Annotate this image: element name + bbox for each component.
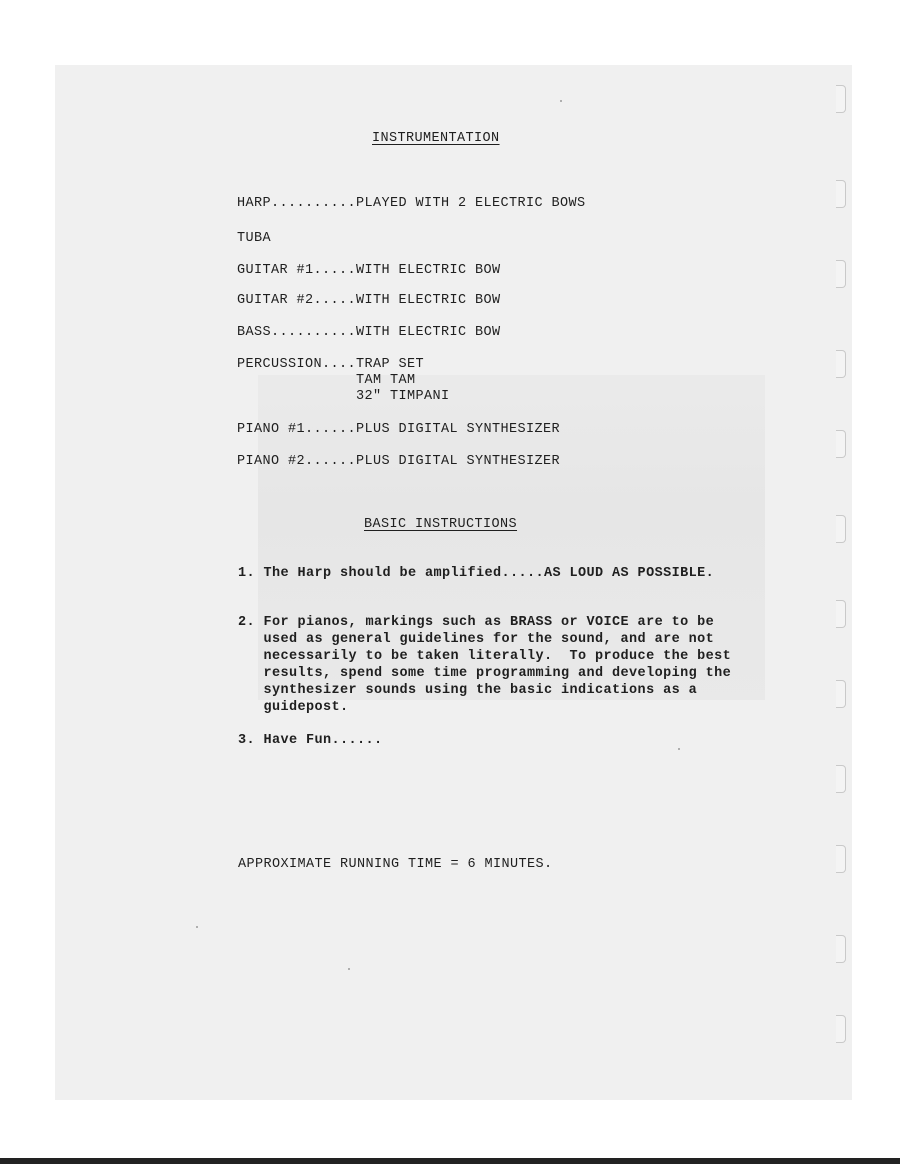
- instrument-line-piano-2: PIANO #2......PLUS DIGITAL SYNTHESIZER: [237, 454, 561, 469]
- paper-speck: [560, 100, 562, 102]
- basic-instructions-heading: BASIC INSTRUCTIONS: [364, 517, 518, 532]
- instruction-item-2-line-3: necessarily to be taken literally. To produce the best: [238, 649, 732, 664]
- instrument-line-guitar-1: GUITAR #1.....WITH ELECTRIC BOW: [237, 263, 501, 278]
- instrument-line-piano-1: PIANO #1......PLUS DIGITAL SYNTHESIZER: [237, 422, 561, 437]
- spiral-binding: [836, 85, 850, 1075]
- instrumentation-heading: INSTRUMENTATION: [372, 131, 500, 146]
- instrument-line-bass: BASS..........WITH ELECTRIC BOW: [237, 325, 501, 340]
- instrument-line-tuba: TUBA: [237, 231, 272, 246]
- instruction-item-3: 3. Have Fun......: [238, 733, 383, 748]
- paper-speck: [196, 926, 198, 928]
- instruction-item-2-line-5: synthesizer sounds using the basic indications as a: [238, 683, 698, 698]
- instrument-line-percussion: PERCUSSION....TRAP SET: [237, 357, 425, 372]
- instruction-item-2-line-1: 2. For pianos, markings such as BRASS or VOICE are to be: [238, 615, 715, 630]
- instrument-line-tam-tam: TAM TAM: [237, 373, 416, 388]
- instrument-line-harp: HARP..........PLAYED WITH 2 ELECTRIC BOWS: [237, 196, 586, 211]
- paper-speck: [348, 968, 350, 970]
- instrument-line-guitar-2: GUITAR #2.....WITH ELECTRIC BOW: [237, 293, 501, 308]
- bottom-edge-bar: [0, 1158, 900, 1164]
- instruction-item-2-line-6: guidepost.: [238, 700, 349, 715]
- running-time: APPROXIMATE RUNNING TIME = 6 MINUTES.: [238, 857, 553, 872]
- instruction-item-2-line-2: used as general guidelines for the sound, and are not: [238, 632, 715, 647]
- instruction-item-1: 1. The Harp should be amplified.....AS LOUD AS POSSIBLE.: [238, 566, 715, 581]
- paper-speck: [678, 748, 680, 750]
- instrument-line-timpani: 32" TIMPANI: [237, 389, 450, 404]
- instruction-item-2-line-4: results, spend some time programming and developing the: [238, 666, 732, 681]
